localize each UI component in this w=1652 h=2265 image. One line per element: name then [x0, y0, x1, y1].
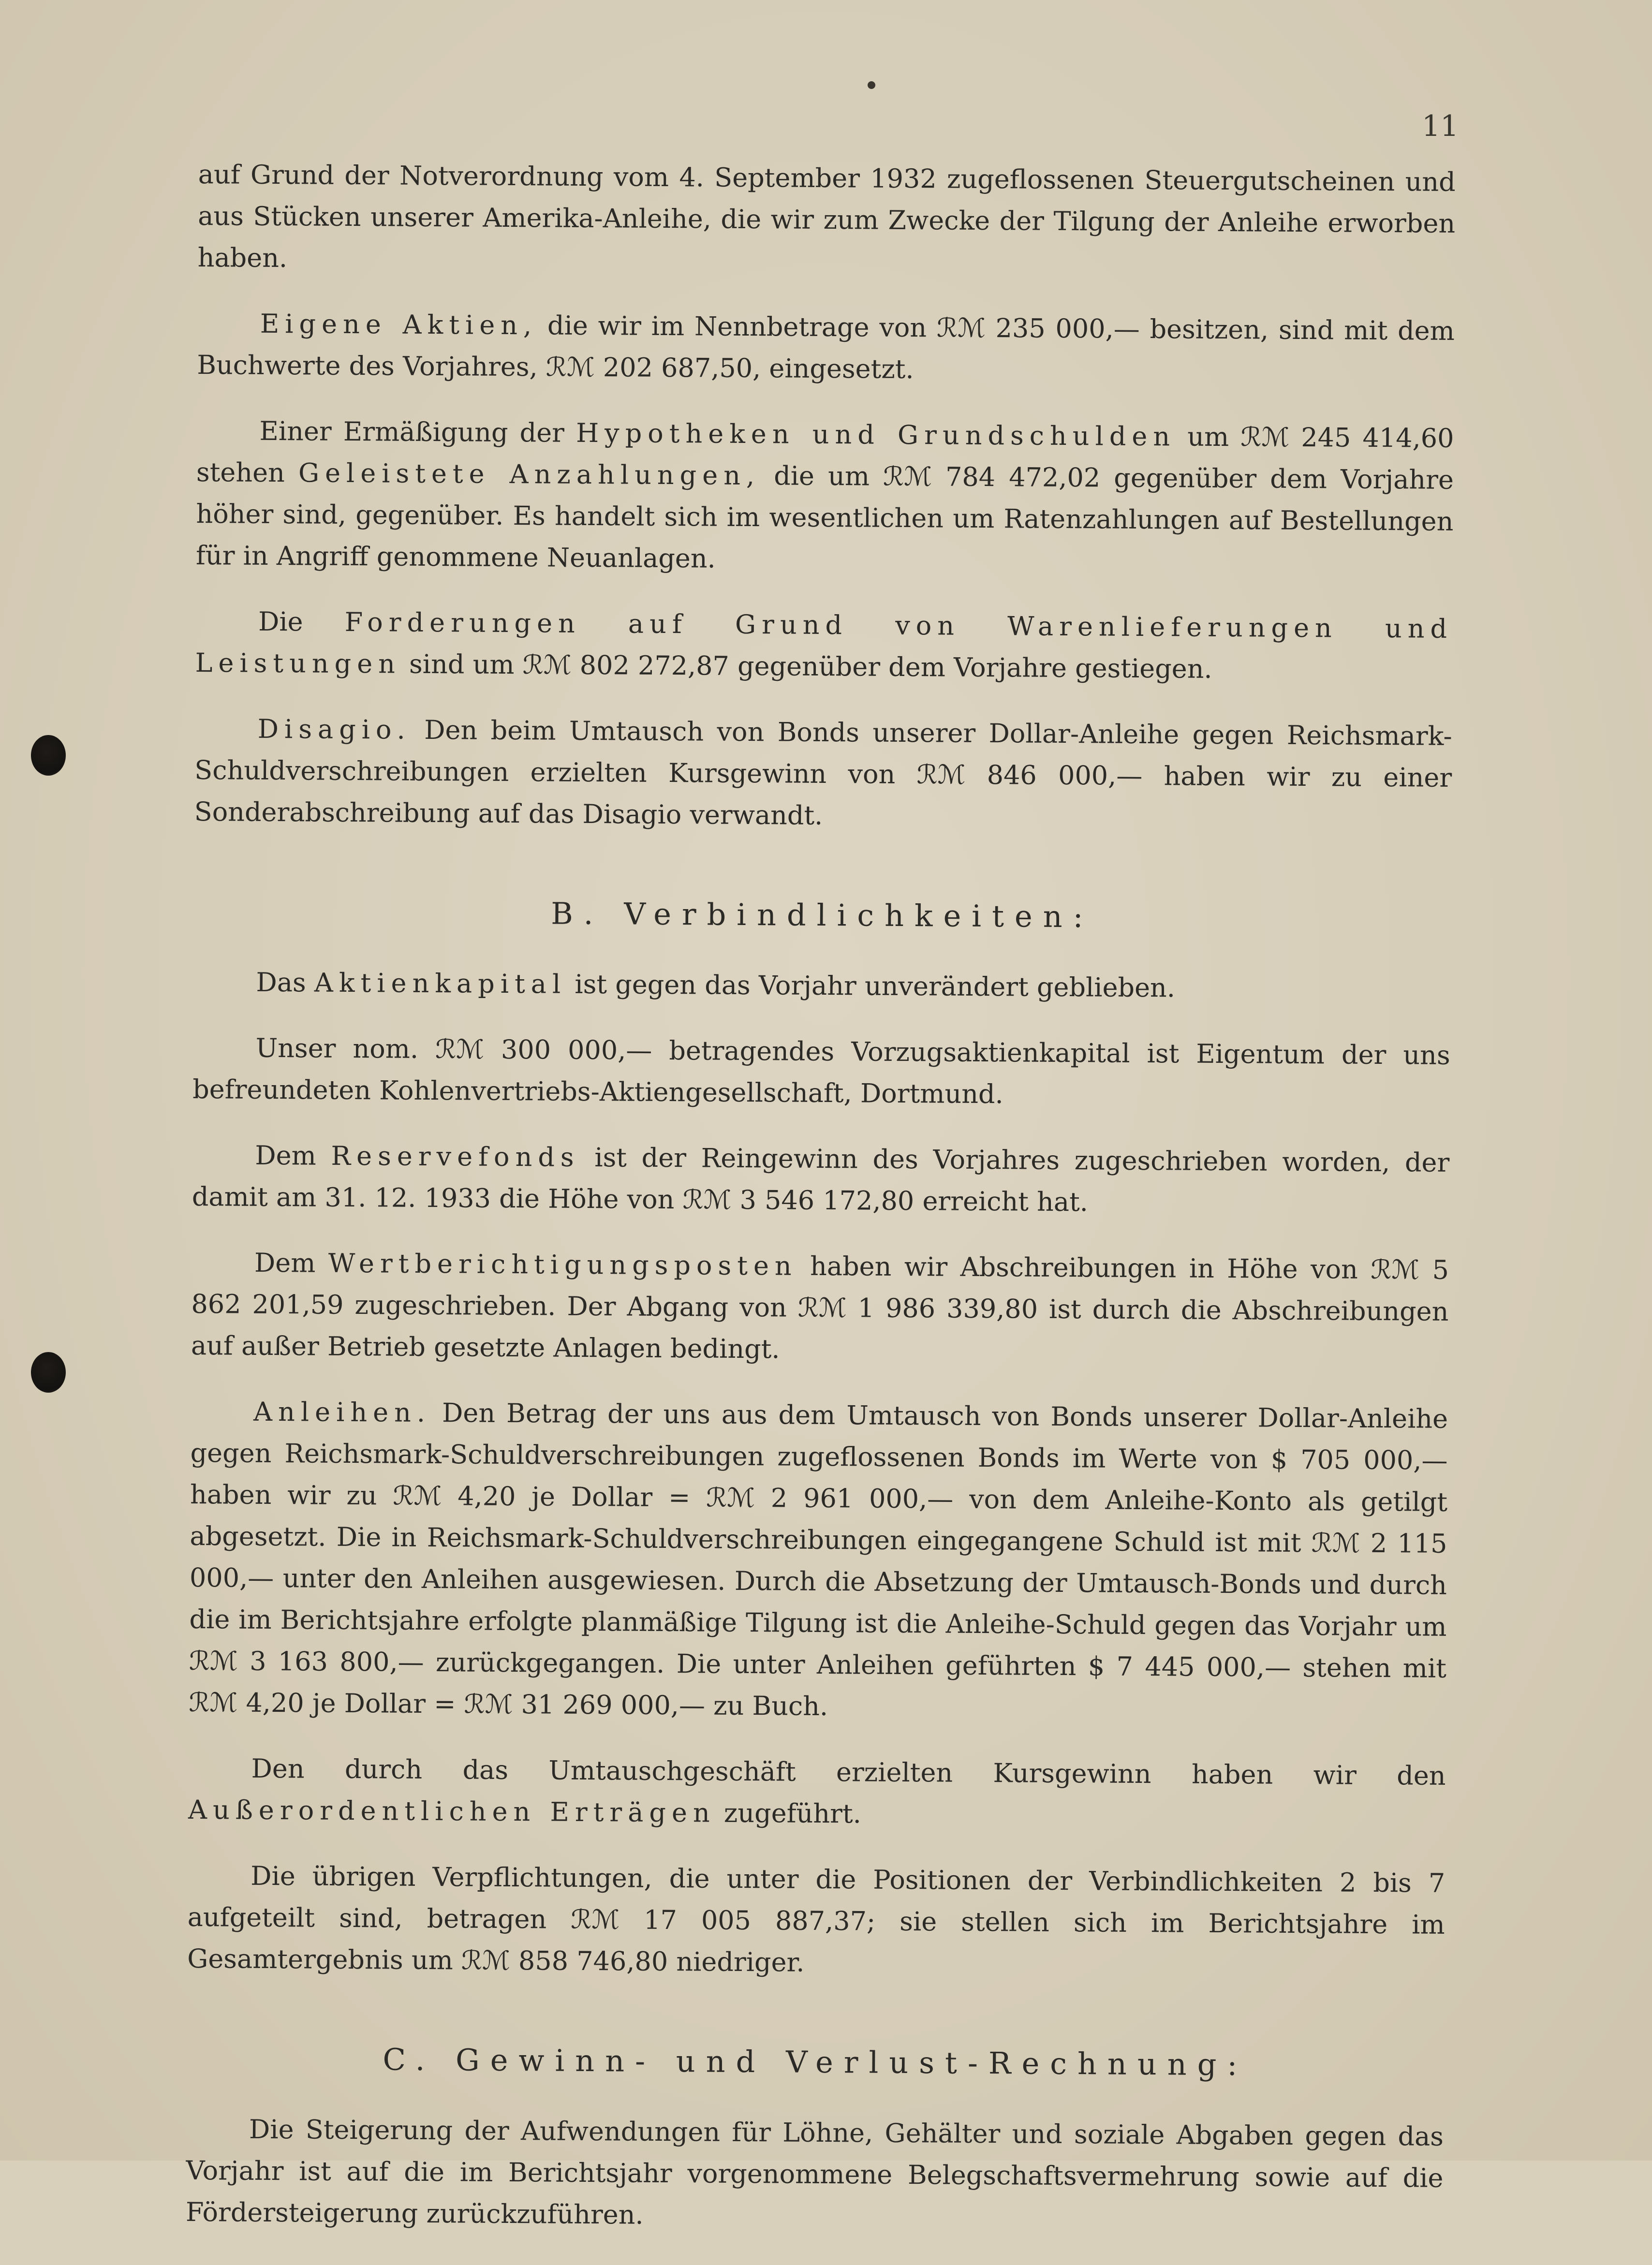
term-hypotheken: Hypotheken und Grundschulden — [575, 417, 1176, 452]
paragraph-text: um ℛℳ 245 414,60 stehen — [196, 421, 1454, 488]
paragraph-anleihen — [189, 1391, 1448, 1731]
term-ertraege: Außerordentlichen Erträgen — [188, 1794, 716, 1828]
term-wertberichtigung: Wertberichtigungsposten — [328, 1248, 797, 1281]
paragraph-wertberichtigung — [191, 1242, 1449, 1374]
paragraph-text: Die — [258, 606, 345, 637]
paragraph-text: die wir im Nennbetrage von ℛℳ 235 000,— besitzen, sind mit dem Buchwerte des Vorjahres, ℛℳ 202 687,50, eingesetzt. — [197, 310, 1455, 385]
paragraph-text: zugeführt. — [715, 1797, 862, 1829]
paragraph-steigerung: Die Steigerung der Aufwendungen für Löhne, Gehälter und soziale Abgaben gegen das Vorjahr ist auf die im Berichtsjahr vorgenommene Belegschaftsvermehrung sowie auf die Fördersteigerung zurückzuführen. — [185, 2114, 1444, 2230]
paragraph-intro: auf Grund der Notverordnung vom 4. September 1932 zugeflossenen Steuergutscheinen und aus Stücken unserer Amerika-Anleihe, die wir zum Zwecke der Tilgung der Anleihe erworben haben. — [197, 159, 1456, 274]
ink-dot — [868, 81, 875, 89]
paragraph-text: Dem — [254, 1247, 329, 1279]
paragraph-reservefonds — [192, 1134, 1450, 1225]
paragraph-eigene-aktien — [197, 303, 1455, 394]
punch-hole-bottom — [31, 1352, 66, 1393]
body-text — [185, 154, 1456, 2265]
paragraph-text: sind um ℛℳ 802 272,87 gegenüber dem Vorjahre gestiegen. — [400, 648, 1212, 684]
paragraph-text: ist gegen das Vorjahr unverändert geblieben. — [566, 969, 1176, 1003]
punch-hole-top — [31, 735, 66, 776]
paragraph-text: Den beim Umtausch von Bonds unserer Dollar-Anleihe gegen Reichsmark-Schuldverschreibungen erzielten Kursgewinn von ℛℳ 846 000,— haben wir zu einer Sonderabschreibung auf das Disagio verwandt. — [194, 714, 1452, 831]
paragraph-text: Dem — [255, 1140, 331, 1171]
paragraph-kursgewinn — [188, 1748, 1446, 1838]
term-eigene-aktien: Eigene Aktien, — [260, 308, 538, 341]
paragraph-text: Das — [256, 967, 315, 998]
paragraph-text: Einer Ermäßigung der — [259, 415, 576, 448]
term-anleihen: Anleihen. — [253, 1396, 431, 1428]
page-number: 11 — [1422, 109, 1459, 143]
paragraph-text: ist der Reingewinn des Vorjahres zugeschrieben worden, der damit am 31. 12. 1933 die Höhe von ℛℳ 3 546 172,80 erreicht hat. — [192, 1142, 1450, 1218]
paragraph-text: die um ℛℳ 784 472,02 gegenüber dem Vorjahre höher sind, gegenüber. Es handelt sich im wesentlichen um Ratenzahlungen auf Bestellungen für in Angriff genommene Neuanlagen. — [195, 460, 1454, 574]
paragraph-hypotheken — [196, 410, 1454, 584]
paragraph-text: haben wir Abschreibungen in Höhe von ℛℳ 5 862 201,59 zugeschrieben. Der Abgang von ℛℳ 1 986 339,80 ist durch die Abschreibungen auf außer Betrieb gesetzte Anlagen bedingt. — [191, 1250, 1449, 1365]
term-aktienkapital: Aktienkapital — [314, 967, 567, 1000]
paragraph-text: Den durch das Umtauschgeschäft erzielten Kursgewinn haben wir den — [251, 1753, 1446, 1791]
paragraph-aktienkapital — [193, 961, 1450, 1011]
term-disagio: Disagio. — [257, 713, 411, 745]
term-forderungen: Forderungen auf Grund von Warenlieferungen und Leistungen — [195, 606, 1453, 679]
term-anzahlungen: Geleistete Anzahlungen, — [298, 457, 761, 491]
paragraph-vorzugsaktien: Unser nom. ℛℳ 300 000,— betragendes Vorzugsaktienkapital ist Eigentum der uns befreundeten Kohlenvertriebs-Aktiengesellschaft, Dortmund. — [192, 1032, 1450, 1110]
paragraph-disagio — [194, 708, 1452, 840]
heading-verbindlichkeiten: B. Verbindlichkeiten: — [551, 896, 1094, 935]
paragraph-forderungen — [195, 601, 1453, 691]
heading-gewinn-verlust: C. Gewinn- und Verlust-Rechnung: — [383, 2042, 1248, 2083]
paragraph-uebrige: Die übrigen Verpflichtungen, die unter die Positionen der Verbindlichkeiten 2 bis 7 aufgeteilt sind, betragen ℛℳ 17 005 887,37; sie stellen sich im Berichtsjahre im Gesamtergebnis um ℛℳ 858 746,80 niedriger. — [187, 1860, 1446, 1978]
term-reservefonds: Reservefonds — [331, 1140, 580, 1173]
paragraph-text: Den Betrag der uns aus dem Umtausch von Bonds unserer Dollar-Anleihe gegen Reichsmark-Schuldverschreibungen zugeflossenen Bonds im Werte von $ 705 000,— haben wir zu ℛℳ 4,20 je Dollar = ℛℳ 2 961 000,— von dem Anleihe-Konto als getilgt abgesetzt. Die in Reichsmark-Schuldverschreibungen eingegangene Schuld ist mit ℛℳ 2 115 000,— unter den Anleihen ausgewiesen. Durch die Absetzung der Umtausch-Bonds und durch die im Berichtsjahre erfolgte planmäßige Tilgung ist die Anleihe-Schuld gegen das Vorjahr um ℛℳ 3 163 800,— zurückgegangen. Die unter Anleihen geführten $ 7 445 000,— stehen mit ℛℳ 4,20 je Dollar = ℛℳ 31 269 000,— zu Buch. — [189, 1397, 1448, 1722]
